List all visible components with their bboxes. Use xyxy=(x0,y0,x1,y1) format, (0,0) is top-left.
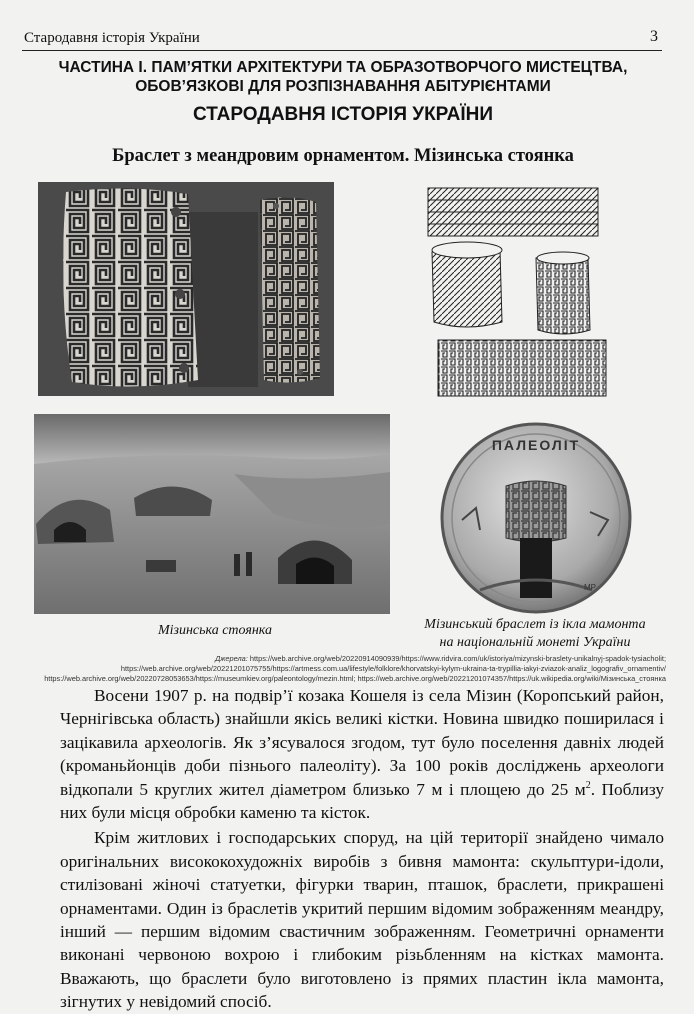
bracelet-drawings-illustration xyxy=(424,182,622,402)
part-heading-line2: ОБОВ’ЯЗКОВІ ДЛЯ РОЗПІЗНАВАННЯ АБІТУРІЄНТАМИ xyxy=(135,78,551,95)
source-link-3[interactable]: https://web.archive.org/web/20220728053653/https://museumkiev.org/paleontology/mezin.html; https://web.archive.org/web/20221201074357/https://uk.wikipedia.org/wiki/Мізинська_стоянка xyxy=(44,674,666,683)
source-link-2[interactable]: https://web.archive.org/web/20221201075755/https://artmess.com.ua/lifestyle/folklore/khorvatskyi-kylym-ukraina-ta-trypillia-iakyi-zviazok-analiz_logografiv_ornamentiv/ xyxy=(120,664,666,673)
caption-coin xyxy=(398,616,672,652)
coin-illustration xyxy=(440,420,632,616)
coin-image xyxy=(440,420,632,616)
coin-inscription: ПАЛЕОЛІТ xyxy=(491,437,581,453)
article-subtitle: Браслет з меандровим орнаментом. Мізинська стоянка xyxy=(112,146,574,166)
caption-site: Мізинська стоянка xyxy=(157,623,273,638)
paragraph-1: Восени 1907 р. на подвір’ї козака Кошеля із села Мізин (Коропський район, Чернігівська область) знайшли якісь великі кістки. Новина швидко поширилася і зацікавила археологів. Як з’ясувалося згодом, тут було поселення давніх людей (кроманьйонців доби пізнього палеоліту). За 100 років досліджень археологи відкопали 5 круглих жител діаметром близько 7 м і площею до 25 $м^2$. Поблизу них були місця обробки каменю та кісток. xyxy=(60,686,664,823)
site-painting-illustration xyxy=(34,414,390,614)
bracelet-photo-illustration xyxy=(38,182,334,396)
bracelet-photo xyxy=(38,182,334,396)
section-heading: СТАРОДАВНЯ ІСТОРІЯ УКРАЇНИ xyxy=(192,104,494,125)
part-heading-line1: ЧАСТИНА І. ПАМ’ЯТКИ АРХІТЕКТУРИ ТА ОБРАЗОТВОРЧОГО МИСТЕЦТВА, xyxy=(58,59,628,76)
part-heading xyxy=(20,58,666,96)
running-head xyxy=(22,30,662,51)
site-painting xyxy=(34,414,390,614)
coin-mark: МР xyxy=(584,583,596,592)
caption-coin-line1: Мізинський браслет із ікла мамонта xyxy=(424,617,646,632)
paragraph-2: Крім житлових і господарських споруд, на цій території знайдено чимало оригінальних висококохудожніх виробів з бивня мамонта: скульптури-ідоли, стилізовані жіночі статуетки, фігурки тварин, пташок, браслети, прикрашені орнаментами. Один із браслетів укритий першим відомим зображенням меандру, інший — першим відомим свастичним зображенням. Геометричні орнаменти виконані червоною вохрою і глибоким різьбленням на кістках мамонта. Вважають, що браслети було виготовлено із прямих пластин ікла мамонта, зігнутих у невідомий спосіб. xyxy=(60,828,664,1012)
running-head-title: Стародавня історія України xyxy=(24,30,200,46)
sources xyxy=(40,654,666,684)
page-number: 3 xyxy=(650,28,658,45)
bracelet-drawings xyxy=(424,182,622,402)
caption-coin-line2: на національній монеті України xyxy=(439,635,631,650)
body-text xyxy=(60,684,664,1014)
sources-label: Джерела: xyxy=(215,654,248,663)
source-link-1[interactable]: https://web.archive.org/web/20220914090939/https://www.ridvira.com/uk/istoriya/mizynski-braslety-unikalnyj-spadok-tysiacholit; xyxy=(249,654,666,663)
